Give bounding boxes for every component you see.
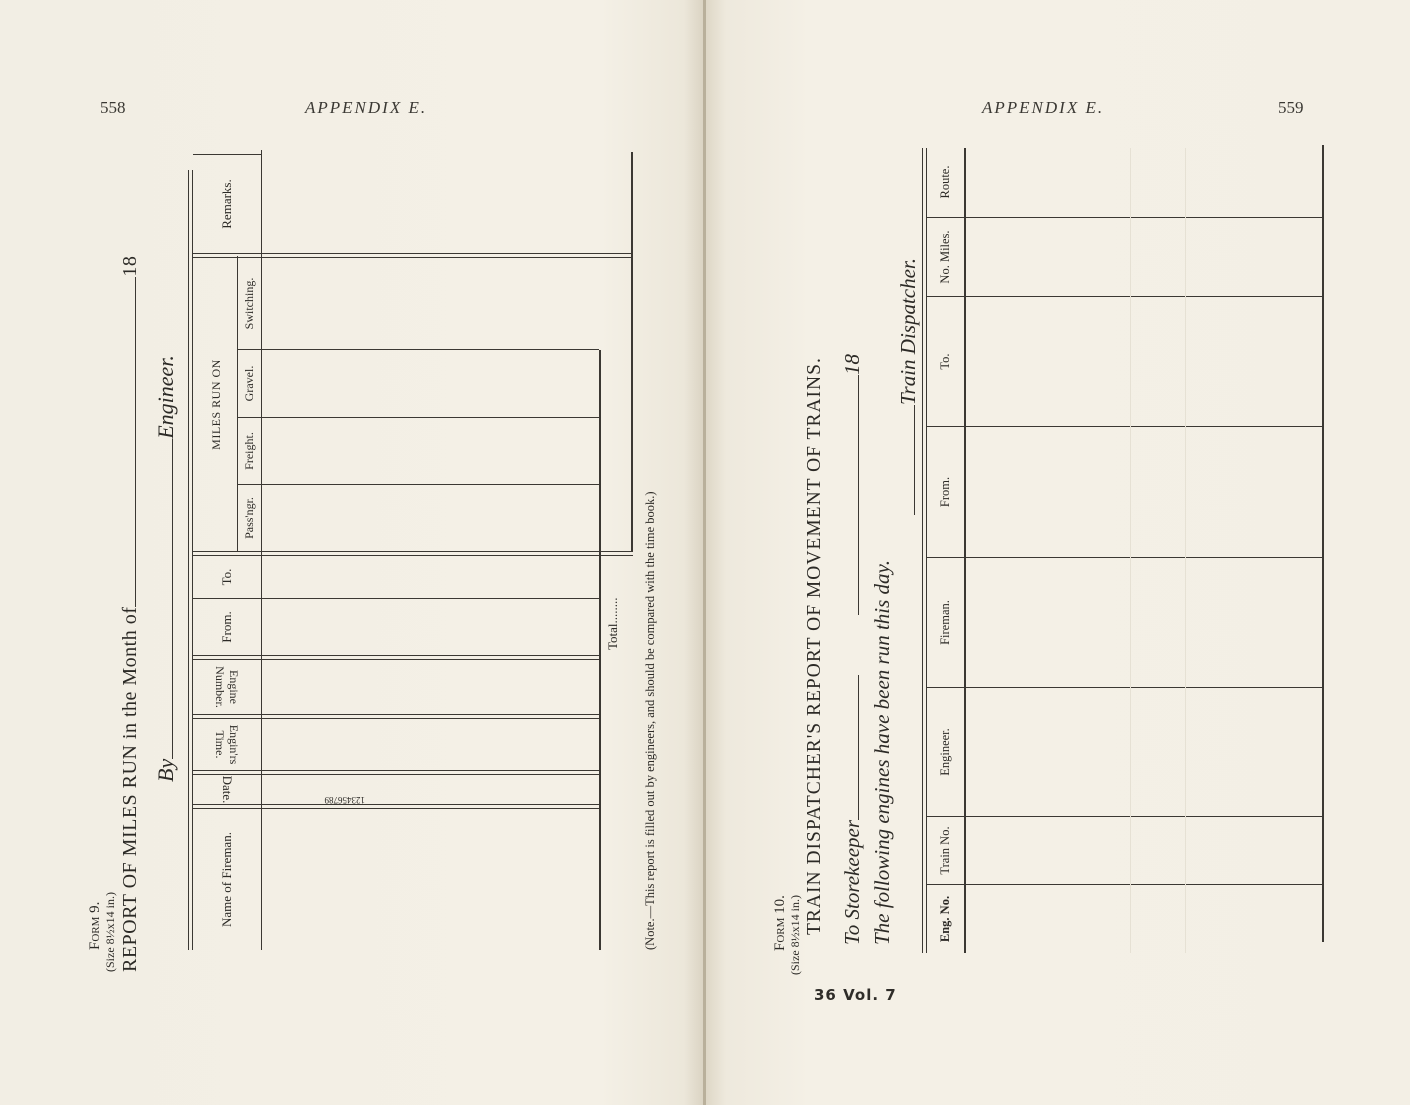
form-10-to-line: To Storekeeper18	[840, 353, 864, 945]
date-blank[interactable]	[844, 375, 859, 615]
col-eng-no: Eng. No.	[938, 895, 952, 943]
form-10-title: TRAIN DISPATCHER'S REPORT OF MOVEMENT OF TRAINS.	[804, 357, 825, 935]
form-9-by-line: ByEngineer.	[153, 355, 178, 782]
book-gutter	[703, 0, 706, 1105]
col-engine-number: Engine Number.	[213, 666, 241, 708]
form-9-title: REPORT OF MILES RUN in the Month of18	[119, 255, 141, 972]
col-from: From.	[219, 611, 234, 643]
form-9	[85, 150, 665, 972]
form-10-size: (Size 8½x14 in.)	[788, 895, 802, 975]
form-9-label: Form 9.	[87, 901, 103, 950]
month-blank[interactable]	[121, 277, 136, 607]
form-10-intro: The following engines have been run this day.	[870, 560, 894, 945]
total-label: Total........	[605, 597, 620, 650]
col-no-miles: No. Miles.	[938, 230, 952, 284]
col-fireman: Fireman.	[938, 600, 952, 645]
form-9-size: (Size 8½x14 in.)	[103, 892, 117, 972]
col-freight: Freight.	[242, 432, 256, 470]
col-switching: Switching.	[242, 277, 256, 330]
engineer-blank[interactable]	[158, 439, 173, 759]
col-date: Date.	[220, 775, 235, 804]
col-name-of-fireman: Name of Fireman.	[219, 832, 234, 927]
header-rule	[261, 150, 262, 950]
col-route: Route.	[938, 165, 952, 199]
form-10-signature-line: Train Dispatcher.	[896, 258, 921, 515]
col-miles-run-on: MILES RUN ON	[208, 359, 223, 450]
page-number-left: 558	[100, 98, 126, 117]
form-10-label: Form 10.	[772, 895, 788, 951]
form-9-note: (Note.—This report is filled out by engineers, and should be compared with the time book.)	[643, 491, 657, 950]
col-engineers-time: Engin'rs Time.	[213, 724, 241, 765]
running-head-right: APPENDIX E.	[982, 98, 1105, 117]
signature-mark: 36 Vol. 7	[814, 986, 897, 1004]
col-from: From.	[938, 476, 952, 508]
col-to: To.	[219, 568, 234, 586]
col-engineer: Engineer.	[938, 728, 952, 776]
col-gravel: Gravel.	[242, 365, 256, 402]
col-train-no: Train No.	[938, 826, 952, 875]
col-passenger: Pass'ngr.	[242, 497, 256, 539]
running-head-left: APPENDIX E.	[305, 98, 428, 117]
bottom-rule	[599, 350, 601, 950]
dispatcher-blank[interactable]	[900, 405, 915, 515]
form-10	[772, 145, 1332, 975]
date-entries: 123456789	[324, 795, 365, 805]
storekeeper-blank[interactable]	[844, 675, 859, 820]
col-to: To.	[938, 353, 952, 370]
col-remarks: Remarks.	[219, 179, 234, 229]
page-number-right: 559	[1278, 98, 1304, 117]
